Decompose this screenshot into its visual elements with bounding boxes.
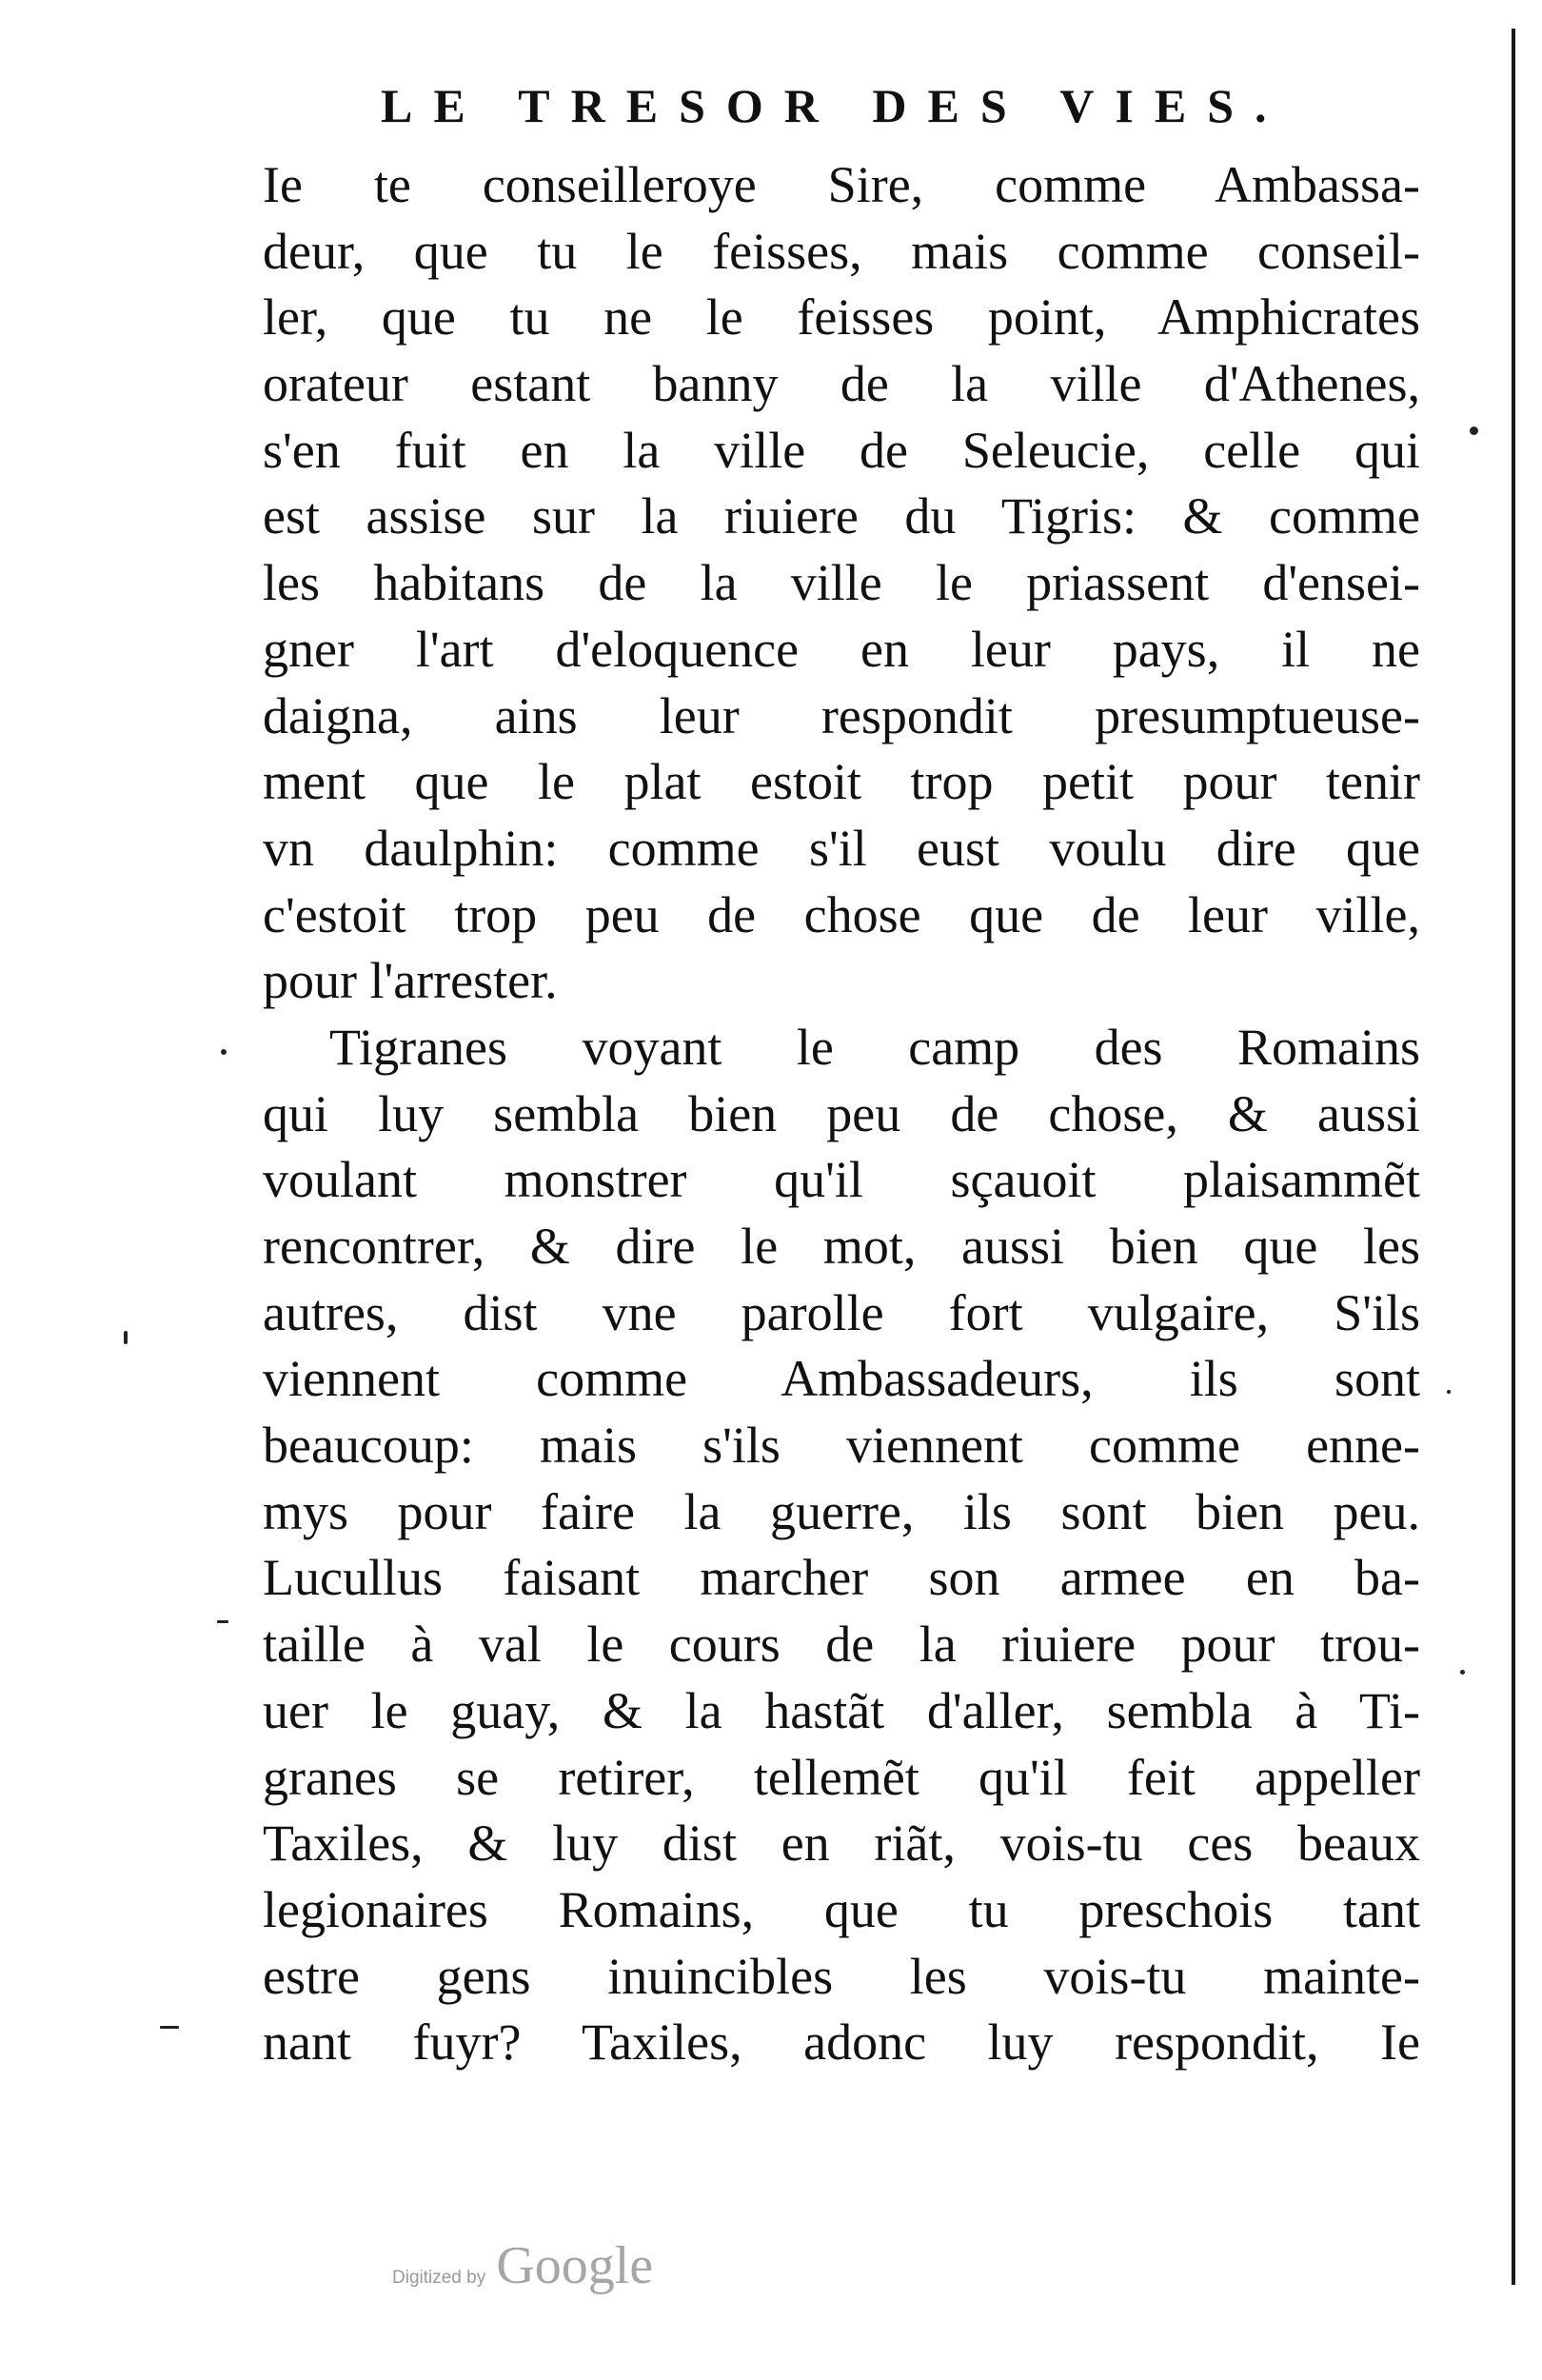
text-line: estre gens inuincibles les vois-tu mainte- (263, 1947, 1420, 2005)
text-line: granes se retirer, tellemẽt qu'il feit appeller (263, 1748, 1420, 1806)
text-line: les habitans de la ville le priassent d'ensei- (263, 554, 1420, 612)
ink-speck (1470, 426, 1478, 435)
text-line: Lucullus faisant marcher son armee en ba- (263, 1549, 1420, 1607)
text-line: Ie te conseilleroye Sire, comme Ambassa- (263, 156, 1420, 213)
text-line: gner l'art d'eloquence en leur pays, il ne (263, 620, 1420, 678)
text-line: qui luy sembla bien peu de chose, & aussi (263, 1084, 1420, 1142)
text-line: rencontrer, & dire le mot, aussi bien que les (263, 1218, 1420, 1275)
text-line: vn daulphin: comme s'il eust voulu dire que (263, 819, 1420, 877)
text-line: est assise sur la riuiere du Tigris: & comme (263, 487, 1420, 545)
text-line: ler, que tu ne le feisses point, Amphicrates (263, 288, 1420, 347)
ink-speck (217, 1620, 228, 1623)
text-line: viennent comme Ambassadeurs, ils sont (263, 1350, 1420, 1408)
google-wordmark: Google (496, 2236, 654, 2295)
text-line: legionaires Romains, que tu preschois tant (263, 1880, 1420, 1938)
text-line: voulant monstrer qu'il sçauoit plaisammẽt (263, 1151, 1420, 1209)
ink-speck (160, 2026, 179, 2029)
running-header: LE TRESOR DES VIES. (381, 79, 1288, 132)
body-text (263, 152, 1420, 2076)
text-line: c'estoit trop peu de chose que de leur ville, (263, 885, 1420, 943)
text-line: nant fuyr? Taxiles, adonc luy respondit, Ie (263, 2013, 1420, 2072)
ink-speck (1447, 1390, 1451, 1394)
digitization-watermark (392, 2235, 653, 2296)
paragraph-end-line: pour l'arrester. (263, 952, 558, 1010)
text-line: daigna, ains leur respondit presumptueuse- (263, 686, 1420, 744)
ink-speck (1460, 1670, 1465, 1675)
digitized-by-label: Digitized by (392, 2268, 486, 2288)
text-line: ment que le plat estoit trop petit pour tenir (263, 753, 1420, 811)
ink-speck (221, 1049, 227, 1055)
text-line: taille à val le cours de la riuiere pour trou- (263, 1616, 1420, 1674)
text-line: orateur estant banny de la ville d'Athenes, (263, 355, 1420, 413)
text-line: Taxiles, & luy dist en riãt, vois-tu ces beaux (263, 1815, 1420, 1873)
ink-speck (124, 1331, 128, 1344)
text-line: uer le guay, & la hastãt d'aller, sembla à Ti- (263, 1681, 1420, 1739)
text-line: autres, dist vne parolle fort vulgaire, S'ils (263, 1283, 1420, 1341)
text-line: s'en fuit en la ville de Seleucie, celle qui (263, 421, 1420, 479)
text-line: deur, que tu le feisses, mais comme conseil- (263, 222, 1420, 280)
text-line: beaucoup: mais s'ils viennent comme enne- (263, 1417, 1420, 1475)
page-edge-rule (1512, 29, 1515, 2285)
paragraph-start-line: Tigranes voyant le camp des Romains (329, 1018, 1420, 1076)
text-line: mys pour faire la guerre, ils sont bien peu. (263, 1482, 1420, 1540)
